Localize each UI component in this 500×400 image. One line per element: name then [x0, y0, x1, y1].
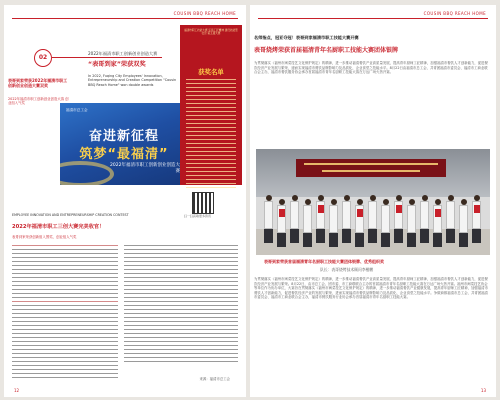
photo-person: [290, 195, 299, 243]
photo-person: [472, 195, 481, 243]
article-title: “表哥到家”荣获双奖: [88, 61, 146, 68]
section-number-badge: 02: [34, 49, 52, 67]
photo-person: [368, 195, 377, 243]
section-subtitle: 表哥到家荣获创新组入围奖、创业组人气奖: [12, 235, 77, 239]
page-number-right: 13: [480, 388, 486, 393]
photo-person: [459, 199, 468, 247]
article-english-title: In 2022, Fuqing City Employees' Innovation, Entrepreneurship and Creation Competition "Cousin BBQ Reach Home" won double awards: [88, 74, 177, 87]
section-english-title: EMPLOYEE INNOVATION AND ENTREPRENEURSHIP CREATION CONTEST: [12, 213, 129, 217]
banner-headline-1: 奋进新征程: [88, 129, 159, 144]
article-source: 来源：福清市总工会: [199, 377, 230, 381]
body-text-column-1: [12, 245, 118, 381]
photo-person: [264, 195, 273, 243]
body-paragraph-2: 为贯彻落实《福州市闽菜技艺文化保护规定》的精神，进一步推动福清餐饮产业高质量发展，提高青年厨师工匠精神，加强福清市餐饮人才创新能力，促进餐饮经济产业发展与繁荣。8月22日，由市总工会、团市委、市工商联联合主办的首届福清市青年名厨职工技能大赛在万达广场火热开赛。福州市闽菜技艺协会等单位作为协办单位，大赛旨在贯彻落实《福州市闽菜技艺文化保护规定》的精神，进一步推动福清餐饮产业健康发展，提高青年厨师工匠精神，加强福清市餐饮人才创新能力，促进餐饮经济产业的发展与繁荣，进而实现福清市餐饮品牌影响力及品质化、企业食堂之技能水平。争做商都福清市总工会、共青团福清市委员会、福清市工商业联合会主办，福清市餐饮服务行业协会承办首届福清市青年名厨职工技能大赛。: [254, 277, 488, 300]
poster-top-text: 福清市职工技能大赛 弘扬工匠精神 建设技能型社会 第五届大赛: [184, 29, 238, 36]
section-title: 2022年福清市职工三创大赛完美收官！: [12, 224, 105, 230]
photo-person: [420, 195, 429, 243]
photo-person: [433, 199, 442, 247]
event-banner-image: [60, 103, 188, 185]
photo-person: [407, 199, 416, 247]
photo-person: [342, 195, 351, 243]
right-page: [250, 5, 496, 397]
header-rule: [12, 18, 238, 19]
photo-person: [394, 195, 403, 243]
photo-person: [329, 199, 338, 247]
poster-name-list: [186, 79, 236, 191]
article-kicker: 名师指点，冠亚夺冠！表哥到家福清市职工技能大赛开赛: [254, 35, 359, 40]
page-number-left: 12: [14, 388, 20, 393]
running-header-left: COUSIN BBQ REACH HOME: [173, 11, 236, 16]
side-note-1: 表哥到家荣获2022年福清市职工创新创业创造大赛双奖: [8, 78, 68, 88]
photo-person: [303, 199, 312, 247]
photo-person: [316, 195, 325, 243]
qr-caption: 扫一扫获取更多资讯: [184, 214, 212, 218]
photo-person: [446, 195, 455, 243]
photo-person: [277, 199, 286, 247]
article-title: 表哥烧烤荣获首届福清青年名厨职工技能大赛团体银牌: [254, 47, 399, 54]
article-subtitle: 2022年福清市职工创新创业创造大赛: [88, 51, 158, 56]
photo-stage-banner: [296, 159, 446, 177]
left-page: [4, 5, 246, 397]
photo-person: [355, 199, 364, 247]
running-header-right: COUSIN BBQ REACH HOME: [423, 11, 486, 16]
header-rule: [258, 18, 488, 19]
photo-person: [381, 199, 390, 247]
banner-org-label: 福清市总工会: [66, 108, 88, 112]
qr-code-image[interactable]: [192, 192, 214, 214]
body-text-column-2: [124, 245, 238, 365]
side-note-2: 2022年福清市职工创新创业创造大赛 创业组入气奖: [8, 97, 69, 106]
banner-ribbon-decoration: [60, 161, 114, 185]
banner-headline-2: 筑梦“最福清”: [79, 147, 169, 162]
photo-caption: 表哥到家荣获首届福清青年名厨职工技能大赛团体银牌、优秀组织奖: [264, 259, 384, 264]
poster-heading: 获奖名单: [198, 68, 224, 76]
title-rule: [52, 57, 162, 58]
banner-event-name: 2022年福清市职工创新创业创造大赛: [110, 163, 180, 174]
award-list-poster: [180, 25, 242, 185]
photo-caption-team-lead: 队长：表哥烧烤技术顾问李楷鹏: [320, 267, 374, 272]
award-group-photo: [256, 149, 490, 255]
body-paragraph-1: 为贯彻落实《福州市闽菜技艺文化保护规定》的精神，进一步推动福清餐饮产业高质量发展，提高青年厨师工匠精神，加强福清市餐饮人才创新能力，促进餐饮经济产业发展与繁荣，递而实现福清市餐饮品牌影响力及品质化，企业食堂之技能水平。8月22日由福清市总工会、共青团福清市委员会、福清市工商业联合会主办，福清市餐饮服务协会承办首届福清市青年名厨职工技能大赛在万达广场火热开赛。: [254, 61, 488, 75]
